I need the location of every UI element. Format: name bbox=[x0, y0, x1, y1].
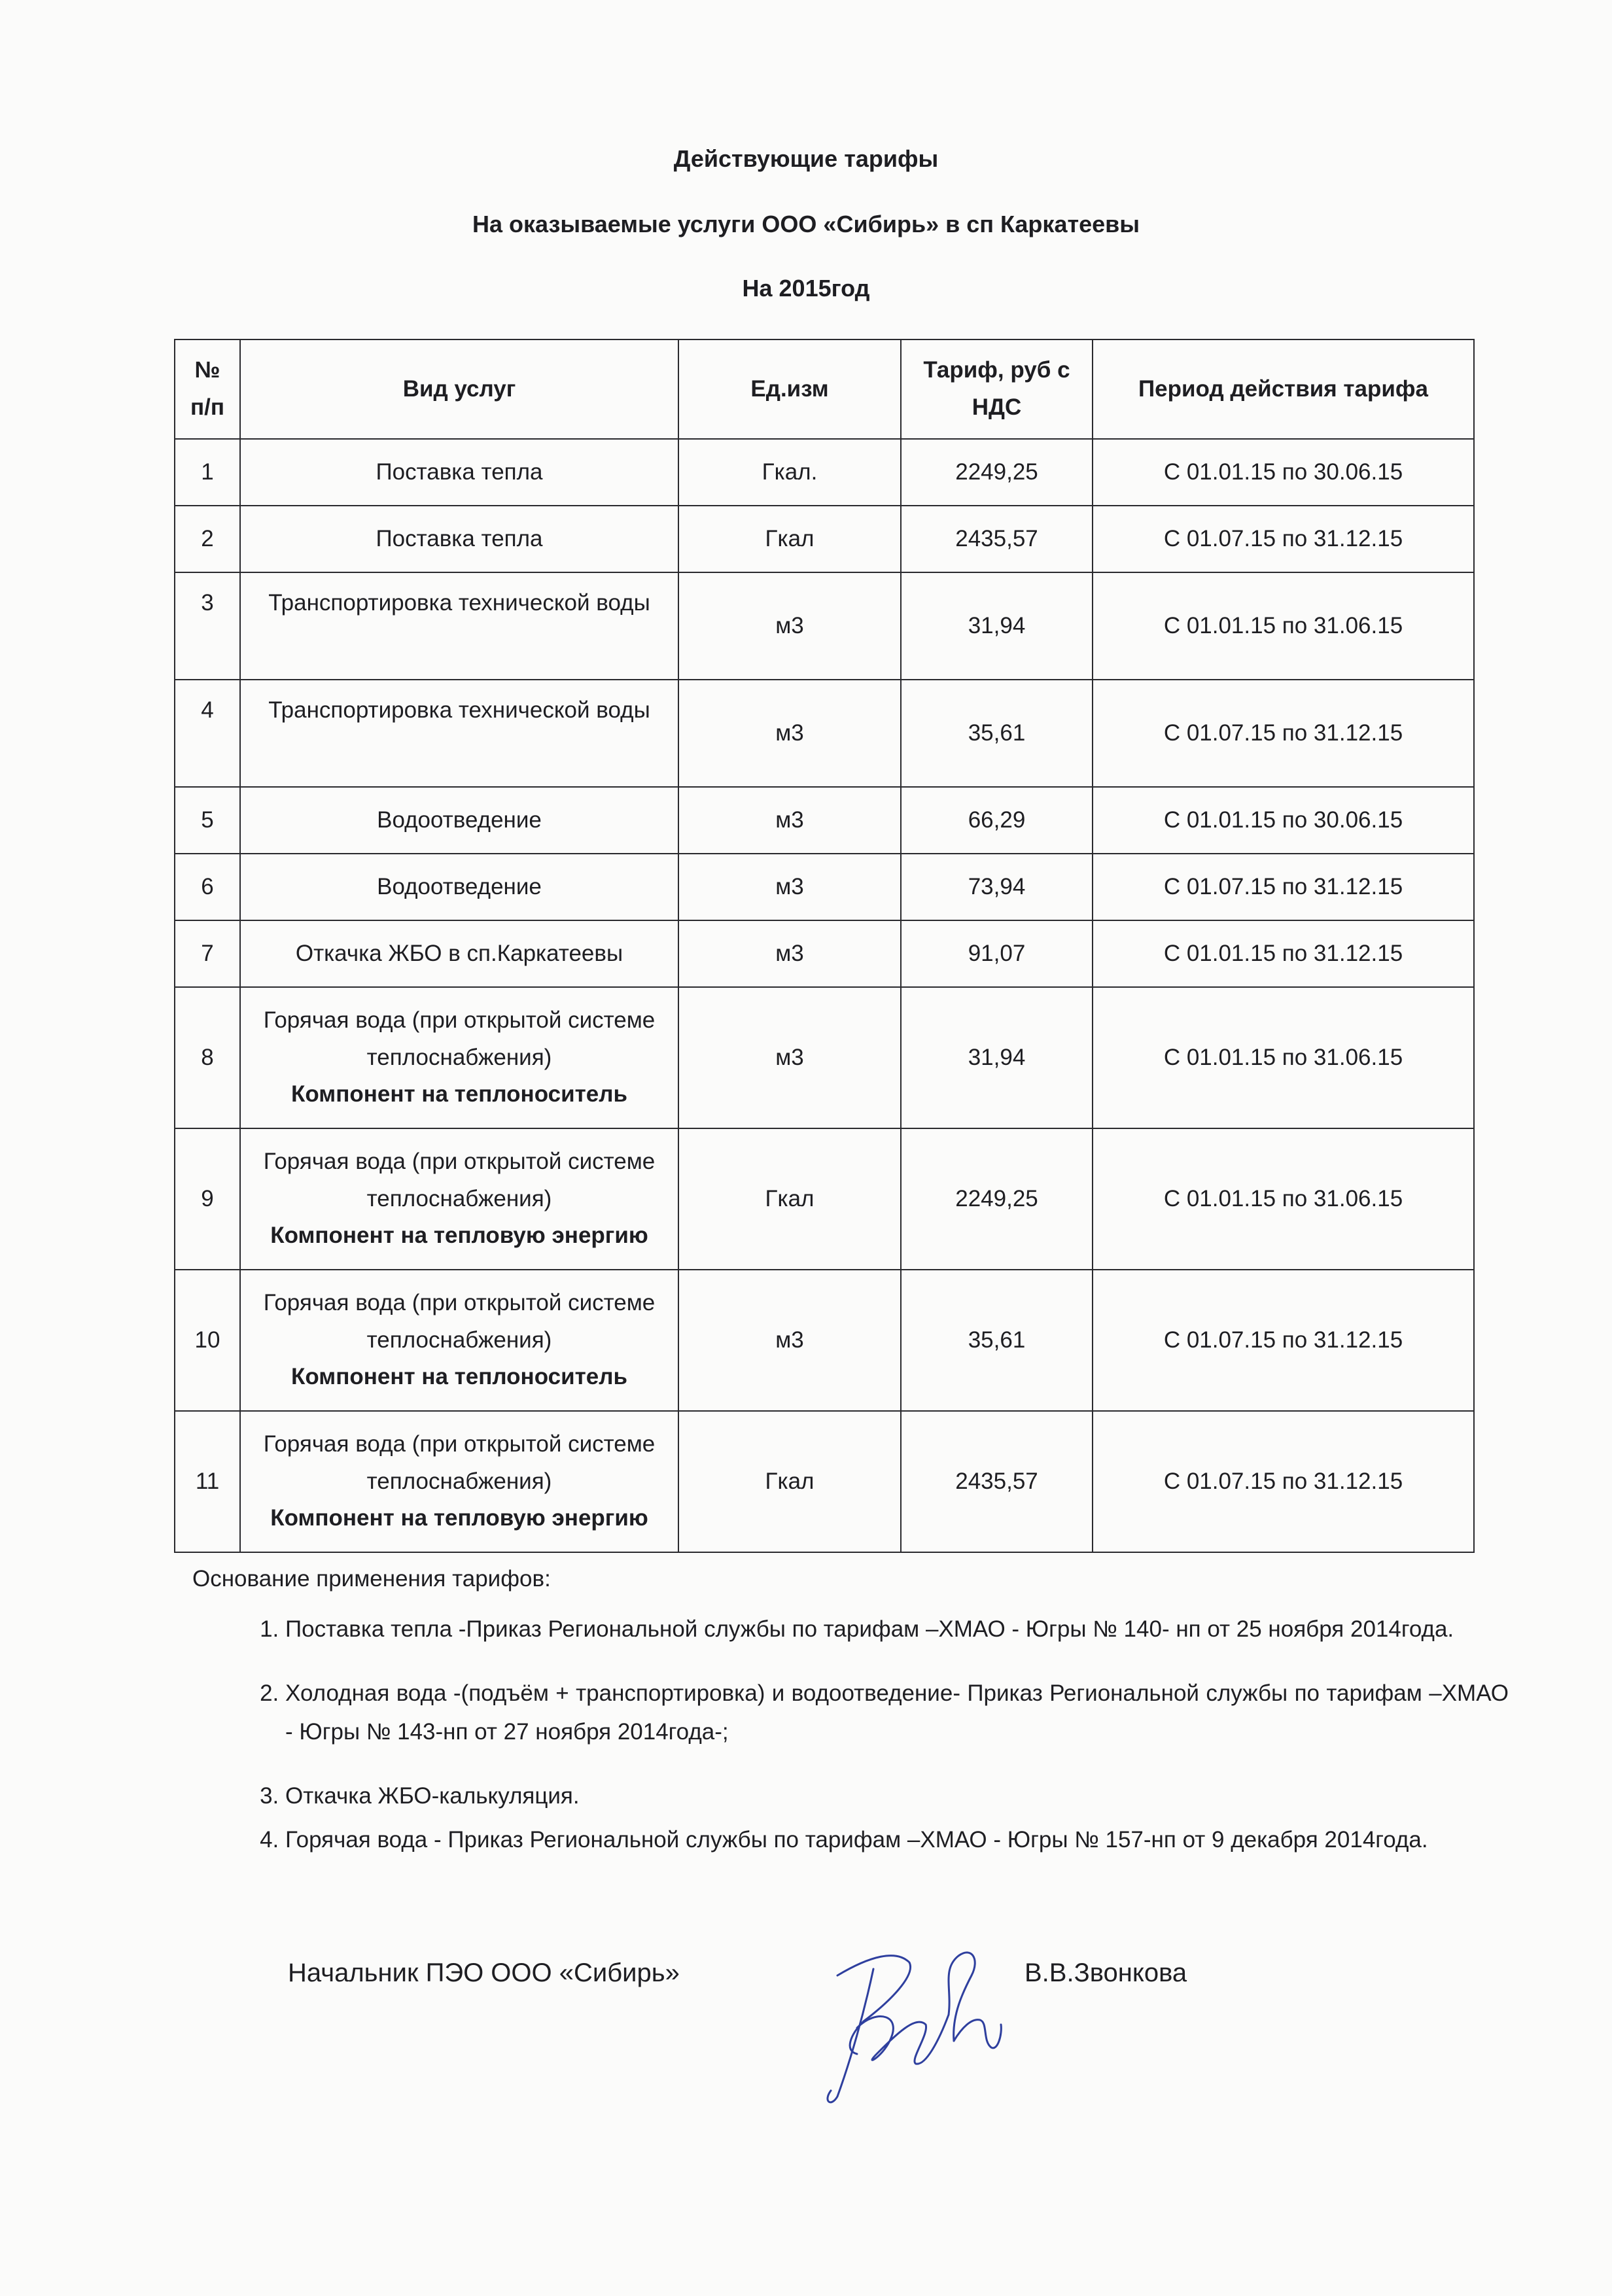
basis-item: 1. Поставка тепла -Приказ Региональной службы по тарифам –ХМАО - Югры № 140- нп от 25 ноября 2014года. bbox=[285, 1610, 1509, 1648]
row-unit: м3 bbox=[678, 920, 901, 987]
row-service: Горячая вода (при открытой системе теплоснабжения) bbox=[263, 1289, 656, 1353]
row-unit: м3 bbox=[678, 854, 901, 920]
row-number: 10 bbox=[175, 1270, 240, 1411]
row-service: Водоотведение bbox=[240, 787, 678, 854]
column-header-period: Период действия тарифа bbox=[1093, 339, 1474, 439]
tariffs-table bbox=[174, 339, 1475, 1553]
table-row bbox=[175, 987, 1474, 1128]
row-component: Компонент на теплоноситель bbox=[291, 1081, 627, 1107]
table-row bbox=[175, 1128, 1474, 1270]
column-header-number: № п/п bbox=[175, 339, 240, 439]
handwritten-signature bbox=[811, 1936, 1008, 2113]
basis-item: 2. Холодная вода -(подъём + транспортировка) и водоотведение- Приказ Региональной службы по тарифам –ХМАО - Югры № 143-нп от 27 ноября 2014года-; bbox=[285, 1675, 1509, 1751]
row-period: С 01.07.15 по 31.12.15 bbox=[1093, 506, 1474, 572]
row-service-cell bbox=[240, 1411, 678, 1552]
row-unit: м3 bbox=[678, 987, 901, 1128]
row-number: 3 bbox=[175, 572, 240, 680]
row-number: 2 bbox=[175, 506, 240, 572]
column-header-unit: Ед.изм bbox=[678, 339, 901, 439]
row-component: Компонент на тепловую энергию bbox=[270, 1505, 648, 1531]
row-unit: Гкал bbox=[678, 1411, 901, 1552]
table-row bbox=[175, 1270, 1474, 1411]
row-service: Горячая вода (при открытой системе теплоснабжения) bbox=[263, 1148, 656, 1211]
row-service: Горячая вода (при открытой системе теплоснабжения) bbox=[263, 1007, 656, 1070]
row-component: Компонент на теплоноситель bbox=[291, 1364, 627, 1390]
row-service: Водоотведение bbox=[240, 854, 678, 920]
basis-item: 3. Откачка ЖБО-калькуляция. bbox=[285, 1777, 1509, 1815]
row-service: Поставка тепла bbox=[240, 506, 678, 572]
row-number: 6 bbox=[175, 854, 240, 920]
signer-position: Начальник ПЭО ООО «Сибирь» bbox=[288, 1958, 680, 1987]
row-tariff: 2435,57 bbox=[901, 506, 1093, 572]
table-row bbox=[175, 1411, 1474, 1552]
row-service-cell bbox=[240, 1128, 678, 1270]
row-service-cell bbox=[240, 987, 678, 1128]
row-tariff: 2249,25 bbox=[901, 1128, 1093, 1270]
row-unit: м3 bbox=[678, 787, 901, 854]
row-component: Компонент на тепловую энергию bbox=[270, 1223, 648, 1249]
row-number: 1 bbox=[175, 439, 240, 506]
row-unit: Гкал bbox=[678, 506, 901, 572]
signer-name: В.В.Звонкова bbox=[1025, 1958, 1187, 1987]
row-number: 8 bbox=[175, 987, 240, 1128]
row-number: 4 bbox=[175, 680, 240, 787]
table-row bbox=[175, 854, 1474, 920]
row-service-cell bbox=[240, 1270, 678, 1411]
row-tariff: 31,94 bbox=[901, 987, 1093, 1128]
row-period: С 01.07.15 по 31.12.15 bbox=[1093, 854, 1474, 920]
row-service: Транспортировка технической воды bbox=[240, 572, 678, 680]
row-tariff: 31,94 bbox=[901, 572, 1093, 680]
column-header-tariff: Тариф, руб с НДС bbox=[901, 339, 1093, 439]
row-tariff: 2435,57 bbox=[901, 1411, 1093, 1552]
row-service: Откачка ЖБО в сп.Каркатеевы bbox=[240, 920, 678, 987]
row-service: Горячая вода (при открытой системе теплоснабжения) bbox=[263, 1431, 656, 1494]
row-number: 9 bbox=[175, 1128, 240, 1270]
table-row bbox=[175, 787, 1474, 854]
row-tariff: 73,94 bbox=[901, 854, 1093, 920]
row-unit: м3 bbox=[678, 680, 901, 787]
table-row bbox=[175, 506, 1474, 572]
table-row bbox=[175, 680, 1474, 787]
row-unit: м3 bbox=[678, 1270, 901, 1411]
row-number: 5 bbox=[175, 787, 240, 854]
column-header-service: Вид услуг bbox=[240, 339, 678, 439]
row-period: С 01.01.15 по 31.06.15 bbox=[1093, 987, 1474, 1128]
row-period: С 01.01.15 по 31.06.15 bbox=[1093, 572, 1474, 680]
row-period: С 01.01.15 по 30.06.15 bbox=[1093, 439, 1474, 506]
row-period: С 01.07.15 по 31.12.15 bbox=[1093, 680, 1474, 787]
table-header-row bbox=[175, 339, 1474, 439]
row-unit: Гкал. bbox=[678, 439, 901, 506]
table-row bbox=[175, 439, 1474, 506]
document-year: На 2015год bbox=[742, 275, 870, 302]
row-period: С 01.01.15 по 31.12.15 bbox=[1093, 920, 1474, 987]
table-row bbox=[175, 920, 1474, 987]
document-title: Действующие тарифы bbox=[673, 145, 939, 172]
row-period: С 01.07.15 по 31.12.15 bbox=[1093, 1411, 1474, 1552]
row-period: С 01.01.15 по 30.06.15 bbox=[1093, 787, 1474, 854]
row-tariff: 66,29 bbox=[901, 787, 1093, 854]
row-tariff: 91,07 bbox=[901, 920, 1093, 987]
table-row bbox=[175, 572, 1474, 680]
basis-list bbox=[236, 1610, 1509, 1885]
basis-item: 4. Горячая вода - Приказ Региональной службы по тарифам –ХМАО - Югры № 157-нп от 9 декабря 2014года. bbox=[285, 1821, 1509, 1859]
row-unit: Гкал bbox=[678, 1128, 901, 1270]
row-number: 7 bbox=[175, 920, 240, 987]
document-subtitle: На оказываемые услуги ООО «Сибирь» в сп Каркатеевы bbox=[472, 211, 1140, 237]
row-unit: м3 bbox=[678, 572, 901, 680]
row-period: С 01.07.15 по 31.12.15 bbox=[1093, 1270, 1474, 1411]
row-tariff: 2249,25 bbox=[901, 439, 1093, 506]
basis-title: Основание применения тарифов: bbox=[192, 1566, 551, 1592]
row-number: 11 bbox=[175, 1411, 240, 1552]
row-tariff: 35,61 bbox=[901, 680, 1093, 787]
row-service: Поставка тепла bbox=[240, 439, 678, 506]
row-period: С 01.01.15 по 31.06.15 bbox=[1093, 1128, 1474, 1270]
row-tariff: 35,61 bbox=[901, 1270, 1093, 1411]
row-service: Транспортировка технической воды bbox=[240, 680, 678, 787]
